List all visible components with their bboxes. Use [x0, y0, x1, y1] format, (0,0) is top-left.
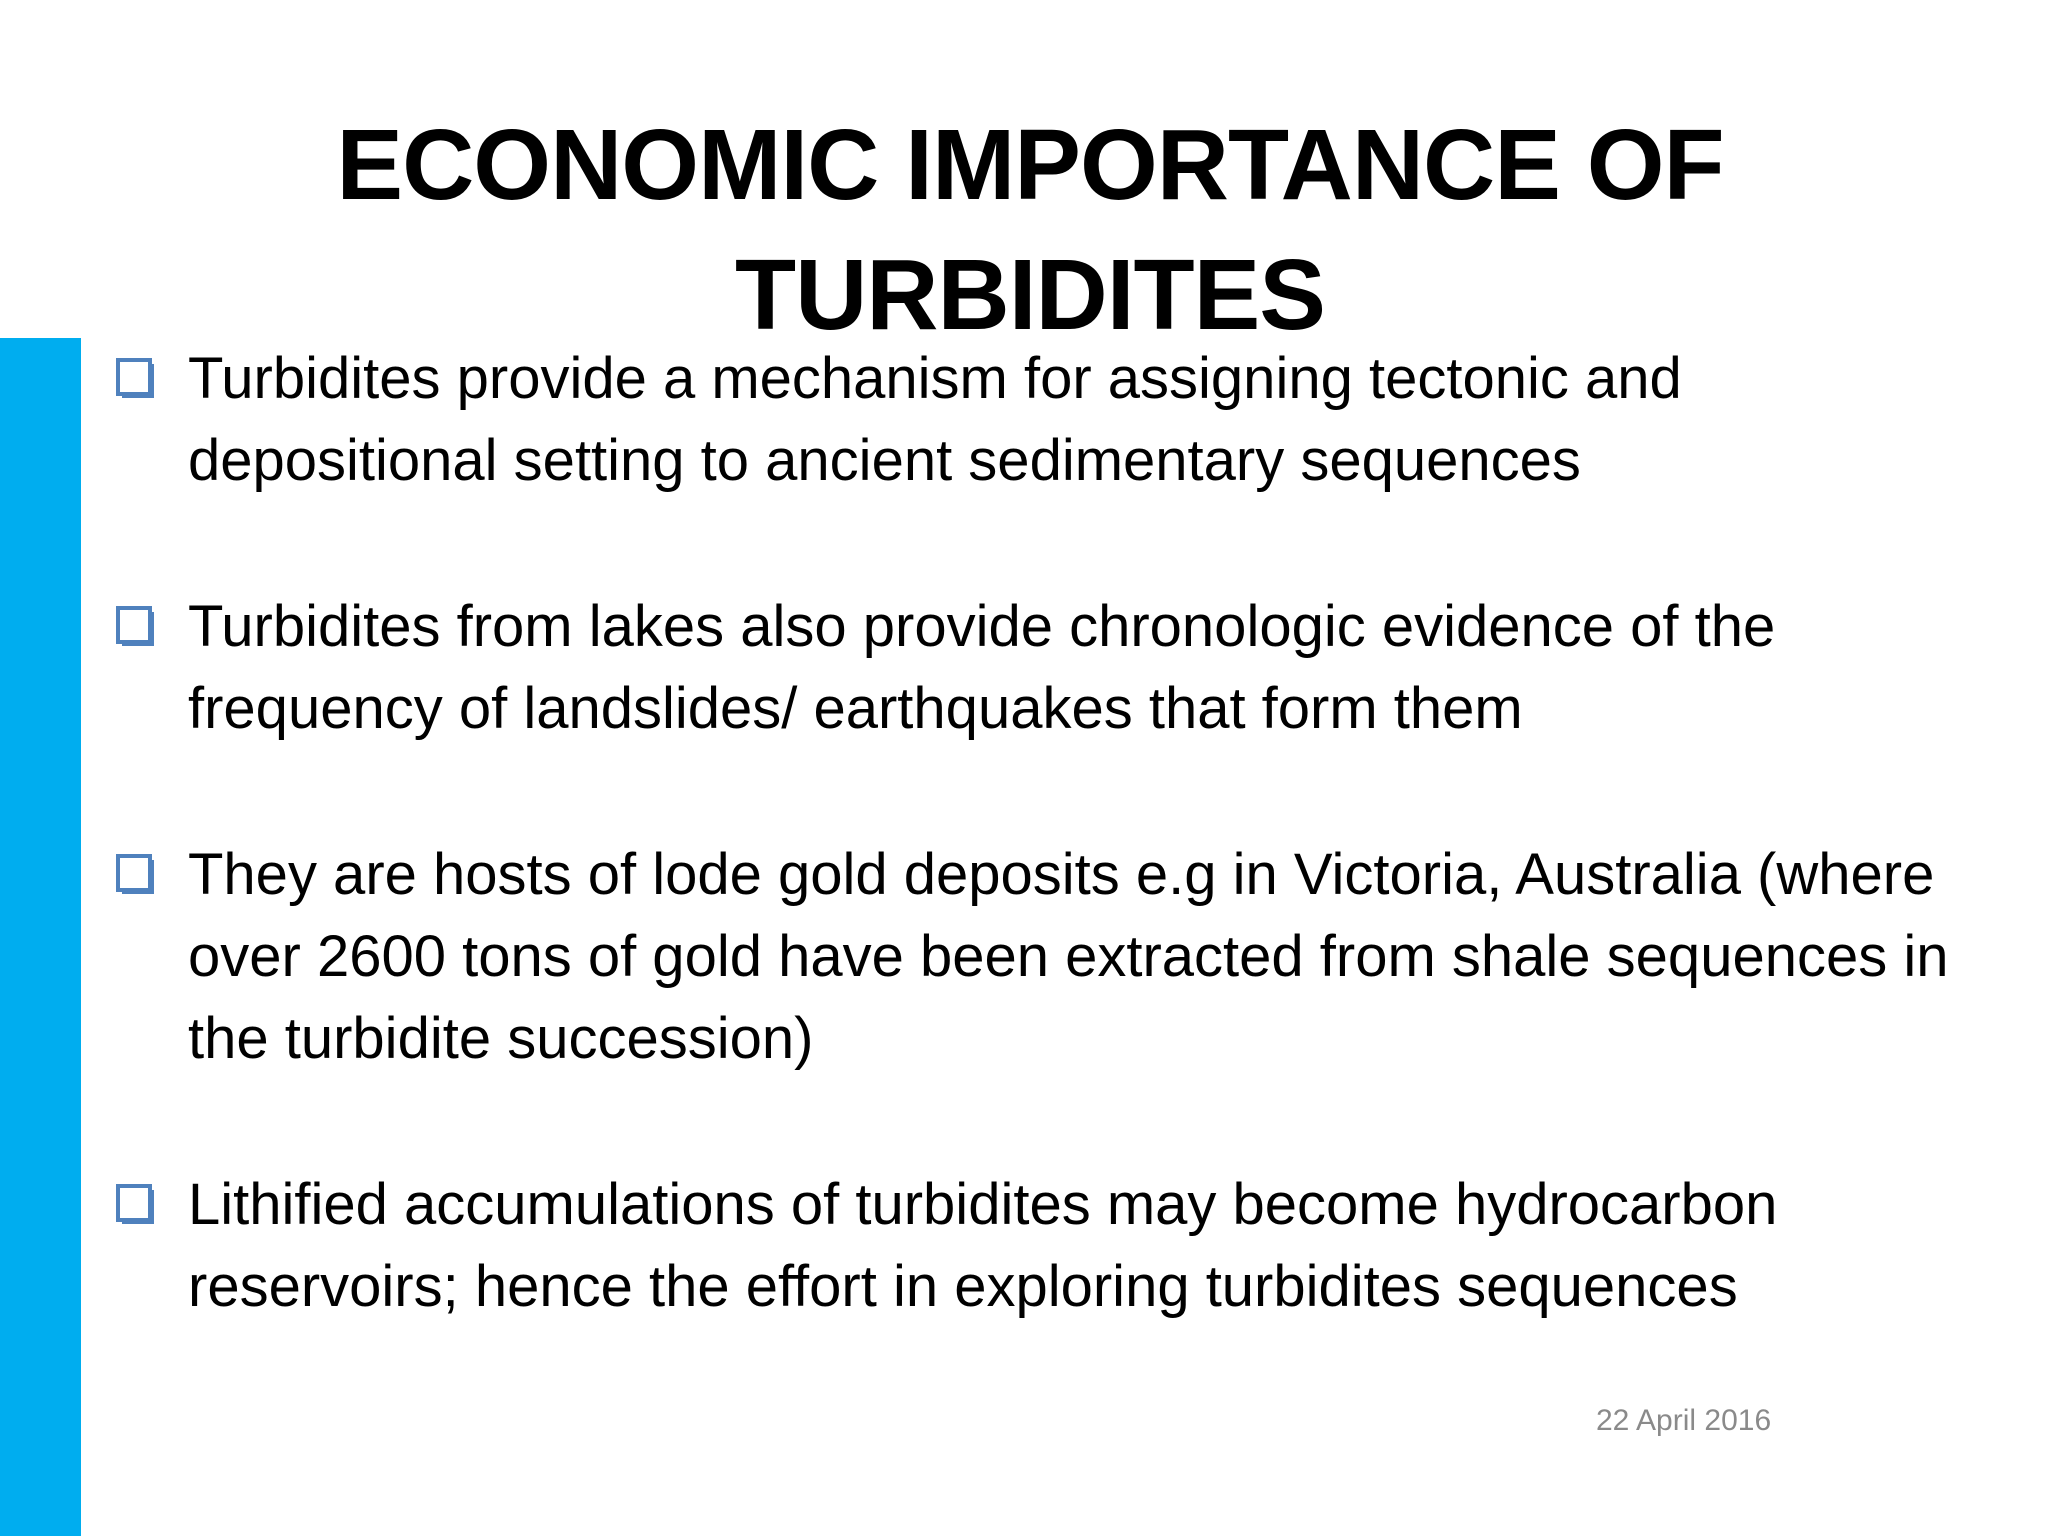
bullet-text: Lithified accumulations of turbidites may become hydrocarbon reservoirs; hence the effort in exploring turbidites sequences [188, 1172, 1778, 1319]
bullet-item [116, 1164, 1976, 1328]
bullet-text: They are hosts of lode gold deposits e.g in Victoria, Australia (where over 2600 tons of gold have been extracted from shale sequences in the turbidite succession) [188, 842, 1949, 1071]
bullet-item [116, 834, 1976, 1080]
checkbox-icon [116, 358, 156, 400]
bullet-text: Turbidites from lakes also provide chronologic evidence of the frequency of landslides/ earthquakes that form them [188, 594, 1776, 741]
slide-date: 22 April 2016 [1596, 1404, 1772, 1437]
checkbox-icon [116, 1184, 156, 1226]
slide-title: ECONOMIC IMPORTANCE OF TURBIDITES [336, 109, 1724, 351]
bullet-text: Turbidites provide a mechanism for assigning tectonic and depositional setting to ancient sedimentary sequences [188, 346, 1682, 493]
checkbox-icon [116, 606, 156, 648]
accent-bar [0, 338, 81, 1536]
bullet-list [116, 338, 1976, 1412]
bullet-item [116, 338, 1976, 502]
checkbox-icon [116, 854, 156, 896]
bullet-item [116, 586, 1976, 750]
